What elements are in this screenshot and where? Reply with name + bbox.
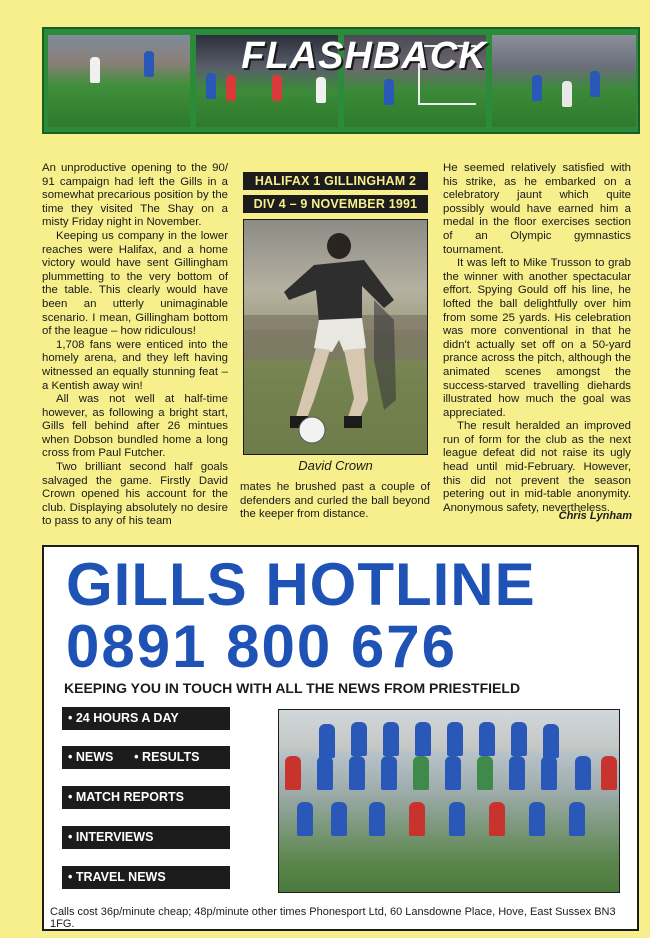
- team-player: [569, 802, 585, 836]
- team-photo: [278, 709, 620, 893]
- ad-footer: Calls cost 36p/minute cheap; 48p/minute other times Phonesport Ltd, 60 Lansdowne Place, Hove, East Sussex BN3 1FG.: [50, 906, 616, 930]
- team-player: [331, 802, 347, 836]
- article-paragraph: It was left to Mike Trusson to grab the winner with another spectacular effort. Spying Gould off his line, he lofted the ball delightfully over him from some 25 yards. His celebration was more conventional in that he didn't actually set off on a 50-yard prance across the pitch, although the animated scenes amongst the success-starved travelling diehards illustrated how much the goal was appreciated.: [443, 257, 631, 419]
- team-player: [319, 724, 335, 758]
- feature-news-results: • NEWS • RESULTS: [62, 746, 230, 769]
- match-date-headline: DIV 4 – 9 NOVEMBER 1991: [243, 195, 428, 213]
- team-player: [479, 722, 495, 756]
- player-figure: [272, 75, 282, 101]
- article-paragraph: 1,708 fans were enticed into the homely arena, and they left having witnessed an equally stunning feat – a Kentish away win!: [42, 338, 228, 392]
- player-figure: [144, 51, 154, 77]
- david-crown-photo: [243, 219, 428, 455]
- player-illustration: [244, 220, 428, 455]
- team-player: [413, 756, 429, 790]
- team-player: [317, 756, 333, 790]
- team-player: [369, 802, 385, 836]
- byline: Chris Lynham: [558, 510, 632, 522]
- article-column-3: [443, 162, 631, 515]
- article-paragraph: Keeping us company in the lower reaches were Halifax, and a home victory would have sent Gillingham plummetting to the very bottom of the table. This clearly would have been an utterly unimaginable scenario. I mean, Gillingham bottom of the league – how ridiculous!: [42, 229, 228, 338]
- feature-match-reports: • MATCH REPORTS: [62, 786, 230, 809]
- ad-title: GILLS HOTLINE: [66, 551, 536, 618]
- banner-photo-1: [48, 35, 190, 127]
- team-player: [415, 722, 431, 756]
- hotline-number: 0891 800 676: [66, 613, 458, 680]
- team-player: [601, 756, 617, 790]
- team-player: [351, 722, 367, 756]
- team-player: [529, 802, 545, 836]
- team-player: [541, 756, 557, 790]
- article-paragraph: The result heralded an improved run of form for the club as the next league defeat did not raise its ugly head until mid-February. However, this did not prevent the season petering out in mid-table anonymity. Anonymous safety, nevertheless.: [443, 420, 631, 514]
- team-player: [409, 802, 425, 836]
- article-paragraph: Two brilliant second half goals salvaged the game. Firstly David Crown opened his account for the club. Displaying absolutely no desire to pass to any of his team: [42, 461, 228, 528]
- player-figure: [562, 81, 572, 107]
- player-figure: [90, 57, 100, 83]
- article-paragraph: An unproductive opening to the 90/ 91 campaign had left the Gills in a somewhat precarious position by the time they visited The Shay on a misty Friday night in November.: [42, 162, 228, 229]
- team-player: [285, 756, 301, 790]
- player-figure: [590, 71, 600, 97]
- team-player: [381, 756, 397, 790]
- player-figure: [226, 75, 236, 101]
- article-paragraph: All was not well at half-time however, as following a bright start, Gills fell behind after 26 mintues when Dobson bundled home a long cross from Paul Futcher.: [42, 393, 228, 460]
- banner-title: FLASHBACK: [241, 35, 487, 77]
- team-player: [349, 756, 365, 790]
- feature-interviews: • INTERVIEWS: [62, 826, 230, 849]
- team-player: [509, 756, 525, 790]
- feature-24-hours: • 24 HOURS A DAY: [62, 707, 230, 730]
- team-player: [511, 722, 527, 756]
- team-player: [543, 724, 559, 758]
- gills-hotline-ad: [42, 545, 639, 931]
- article-paragraph: He seemed relatively satisfied with his strike, as he embarked on a celebratory jaunt which quite possibly would have earned him a medal in the floor exercises section of an Olympic gymnastics tournament.: [443, 162, 631, 256]
- photo-caption: David Crown: [298, 458, 373, 473]
- flashback-banner: [42, 27, 640, 134]
- team-player: [575, 756, 591, 790]
- player-figure: [316, 77, 326, 103]
- team-player: [297, 802, 313, 836]
- team-player: [445, 756, 461, 790]
- article-column-1: [42, 162, 228, 529]
- player-figure: [532, 75, 542, 101]
- article-paragraph: mates he brushed past a couple of defenders and curled the ball beyond the keeper from distance.: [240, 481, 430, 521]
- ad-tagline: KEEPING YOU IN TOUCH WITH ALL THE NEWS FROM PRIESTFIELD: [64, 680, 521, 696]
- player-figure: [384, 79, 394, 105]
- team-player: [449, 802, 465, 836]
- team-player: [477, 756, 493, 790]
- team-player: [489, 802, 505, 836]
- team-player: [383, 722, 399, 756]
- feature-travel-news: • TRAVEL NEWS: [62, 866, 230, 889]
- team-player: [447, 722, 463, 756]
- match-score-headline: HALIFAX 1 GILLINGHAM 2: [243, 172, 428, 190]
